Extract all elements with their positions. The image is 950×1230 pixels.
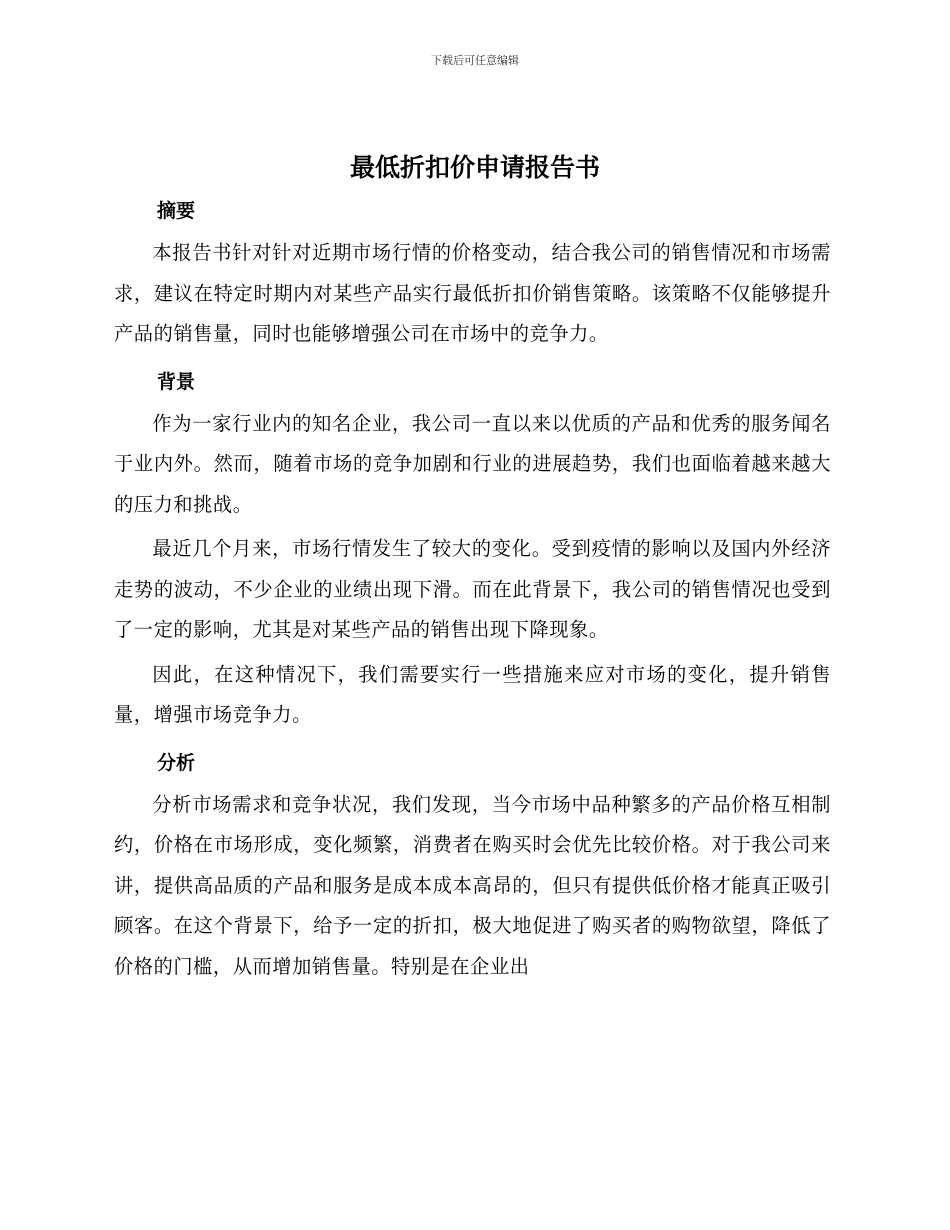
background-paragraph-1: 作为一家行业内的知名企业，我公司一直以来以优质的产品和优秀的服务闻名于业内外。然而，随着市场的竞争加剧和行业的进展趋势，我们也面临着越来越大的压力和挑战。 [114,411,831,516]
section-heading-analysis: 分析 [157,751,196,774]
page-header-note: 下载后可任意编辑 [431,54,519,67]
section-heading-abstract: 摘要 [157,200,196,222]
abstract-paragraph: 本报告书针对针对近期市场行情的价格变动，结合我公司的销售情况和市场需求，建议在特定时期内对某些产品实行最低折扣价销售策略。该策略不仅能够提升产品的销售量，同时也能够增强公司在市场中的竞争力。 [114,241,831,345]
analysis-paragraph: 分析市场需求和竞争状况，我们发现，当今市场中品种繁多的产品价格互相制约，价格在市场形成，变化频繁，消费者在购买时会优先比较价格。对于我公司来讲，提供高品质的产品和服务是成本成本高昂的，但只有提供低价格才能真正吸引顾客。在这个背景下，给予一定的折扣，极大地促进了购买者的购物欲望，降低了价格的门槛，从而增加销售量。特别是在企业出 [114,792,831,978]
section-heading-background: 背景 [157,370,196,393]
document-body [114,192,831,987]
document-title: 最低折扣价申请报告书 [349,153,600,182]
background-paragraph-3: 因此，在这种情况下，我们需要实行一些措施来应对市场的变化，提升销售量，增强市场竞争力。 [114,662,831,726]
background-paragraph-2: 最近几个月来，市场行情发生了较大的变化。受到疫情的影响以及国内外经济走势的波动，不少企业的业绩出现下滑。而在此背景下，我公司的销售情况也受到了一定的影响，尤其是对某些产品的销售出现下降现象。 [114,537,831,641]
